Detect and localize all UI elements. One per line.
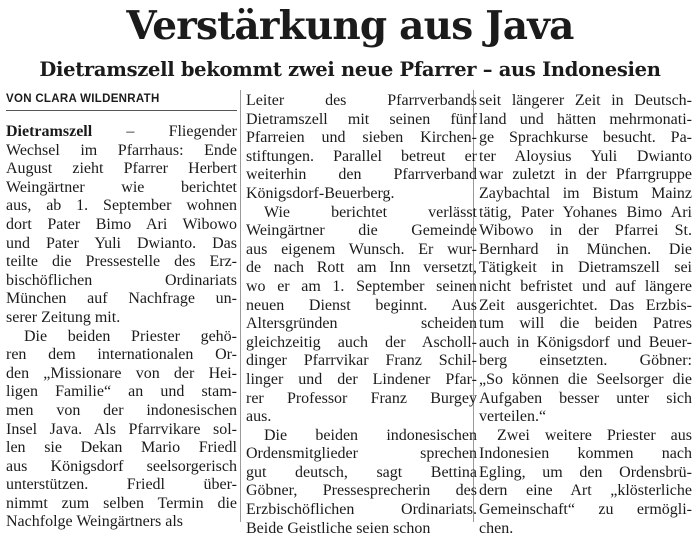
text-line: Gemeinschaft“ zu ermögli- bbox=[479, 501, 692, 519]
text-line: und Pater Yuli Dwianto. Das bbox=[6, 234, 237, 252]
column-3-text bbox=[479, 92, 692, 538]
text-line: ge Sprachkurse besucht. Pa- bbox=[479, 129, 692, 147]
text-line: wo er am 1. September seinen bbox=[246, 277, 477, 295]
text-line: de nach Rott am Inn versetzt, bbox=[246, 259, 477, 277]
text-line: Erzbischöflichen Ordinariats. bbox=[246, 501, 477, 519]
headline: Verstärkung aus Java bbox=[126, 3, 574, 49]
text-line: chen. bbox=[479, 519, 514, 537]
text-line: aus, ab 1. September wohnen bbox=[6, 197, 237, 215]
text-line: ligen Familie“ an und stam- bbox=[6, 383, 237, 401]
text-line: rer Professor Franz Burgey bbox=[246, 389, 477, 407]
text-line: bischöflichen Ordinariats bbox=[6, 271, 237, 289]
article-column-3 bbox=[479, 92, 692, 538]
text-line: Die beiden Priester gehö- bbox=[24, 327, 237, 345]
text-line: Insel Java. Als Pfarrvikare sol- bbox=[6, 420, 237, 438]
text-line: den „Missionare von der Hei- bbox=[6, 364, 237, 382]
column-divider bbox=[240, 90, 241, 522]
text-line: Dietramszell mit seinen fünf bbox=[246, 110, 477, 128]
text-line: „So können die Seelsorger die bbox=[479, 370, 692, 388]
text-line: Bernhard in München. Die bbox=[479, 240, 692, 258]
text-line: linger und der Lindener Pfar- bbox=[246, 370, 477, 388]
byline: VON CLARA WILDENRATH bbox=[6, 92, 237, 111]
text-line: Indonesien kommen nach bbox=[479, 445, 692, 463]
text-line: weiterhin den Pfarrverband bbox=[246, 166, 477, 184]
text-line: tätig, Pater Yohanes Bimo Ari bbox=[479, 203, 692, 221]
text-line: Egling, um den Ordensbrü- bbox=[479, 463, 692, 481]
text-line: serer Zeitung mit. bbox=[6, 308, 121, 326]
text-line: Weingärtner wie berichtet bbox=[6, 178, 237, 196]
text-line: Nachfolge Weingärtners als bbox=[6, 513, 184, 531]
text-line-rest: – Fliegender bbox=[92, 123, 237, 140]
text-line: Zwei weitere Priester aus bbox=[497, 426, 692, 444]
text-line: war zuletzt in der Pfarrgruppe bbox=[479, 166, 692, 184]
text-line: Weingärtner die Gemeinde bbox=[246, 222, 477, 240]
text-line: Königsdorf-Beuerberg. bbox=[246, 184, 395, 202]
text-line: neuen Dienst beginnt. Aus bbox=[246, 296, 477, 314]
text-line: gut deutsch, sagt Bettina bbox=[246, 463, 477, 481]
text-line: men von der indonesischen bbox=[6, 401, 237, 419]
text-line: Aufgaben besser unter sich bbox=[479, 389, 692, 407]
text-line: August zieht Pfarrer Herbert bbox=[6, 160, 237, 178]
text-line: auch in Königsdorf und Beuer- bbox=[479, 333, 692, 351]
text-line: gleichzeitig auch der Ascholl- bbox=[246, 333, 477, 351]
column-2-text bbox=[246, 92, 477, 538]
text-line: Beide Geistliche seien schon bbox=[246, 519, 431, 537]
text-line: München auf Nachfrage un- bbox=[6, 290, 237, 308]
text-line: len sie Dekan Mario Friedl bbox=[6, 439, 237, 457]
text-line: land und hätten mehrmonati- bbox=[479, 110, 692, 128]
text-line: teilte die Pressestelle des Erz- bbox=[6, 253, 237, 271]
article-column-1 bbox=[6, 92, 237, 532]
text-line: Tätigkeit in Dietramszell sei bbox=[479, 259, 692, 277]
text-line: dern eine Art „klösterliche bbox=[479, 482, 692, 500]
text-line: Zaybachtal im Bistum Mainz bbox=[479, 184, 692, 202]
text-line: Die beiden indonesischen bbox=[264, 426, 477, 444]
text-line: seit längerer Zeit in Deutsch- bbox=[479, 92, 692, 109]
text-line: ter Aloysius Yuli Dwianto bbox=[479, 147, 692, 165]
text-line: aus eigenem Wunsch. Er wur- bbox=[246, 240, 477, 258]
text-line: Ordensmitglieder sprechen bbox=[246, 445, 477, 463]
text-line: Zeit ausgerichtet. Das Erzbis- bbox=[479, 296, 692, 314]
text-line: Wibowo in der Pfarrei St. bbox=[479, 222, 692, 240]
article-column-2 bbox=[246, 92, 477, 538]
text-line: Göbner, Pressesprecherin des bbox=[246, 482, 477, 500]
text-line: verteilen.“ bbox=[479, 408, 547, 426]
text-line: Wie berichtet verlässt bbox=[264, 203, 477, 221]
subheadline: Dietramszell bekommt zwei neue Pfarrer – aus Indonesien bbox=[39, 58, 661, 81]
dateline: Dietramszell bbox=[6, 123, 93, 140]
text-line: tum will die beiden Patres bbox=[479, 315, 692, 333]
text-line: berg einsetzten. Göbner: bbox=[479, 352, 692, 370]
text-line: unterstützen. Friedl über- bbox=[6, 476, 237, 494]
text-line: dinger Pfarrvikar Franz Schil- bbox=[246, 352, 477, 370]
text-line: aus. bbox=[246, 408, 272, 426]
text-line: Leiter des Pfarrverbands bbox=[246, 92, 477, 109]
text-line: Altersgründen scheiden bbox=[246, 315, 477, 333]
text-line: nimmt zum selben Termin die bbox=[6, 494, 237, 512]
text-line: Pfarreien und sieben Kirchen- bbox=[246, 129, 477, 147]
text-line: aus Königsdorf seelsorgerisch bbox=[6, 457, 237, 475]
text-line: Wechsel im Pfarrhaus: Ende bbox=[6, 141, 237, 159]
text-line bbox=[6, 123, 237, 142]
text-line: ren dem internationalen Or- bbox=[6, 346, 237, 364]
text-line: dort Pater Bimo Ari Wibowo bbox=[6, 215, 237, 233]
column-1-text bbox=[6, 123, 237, 532]
text-line: nicht befristet und auf längere bbox=[479, 277, 692, 295]
text-line: stiftungen. Parallel betreut er bbox=[246, 147, 477, 165]
